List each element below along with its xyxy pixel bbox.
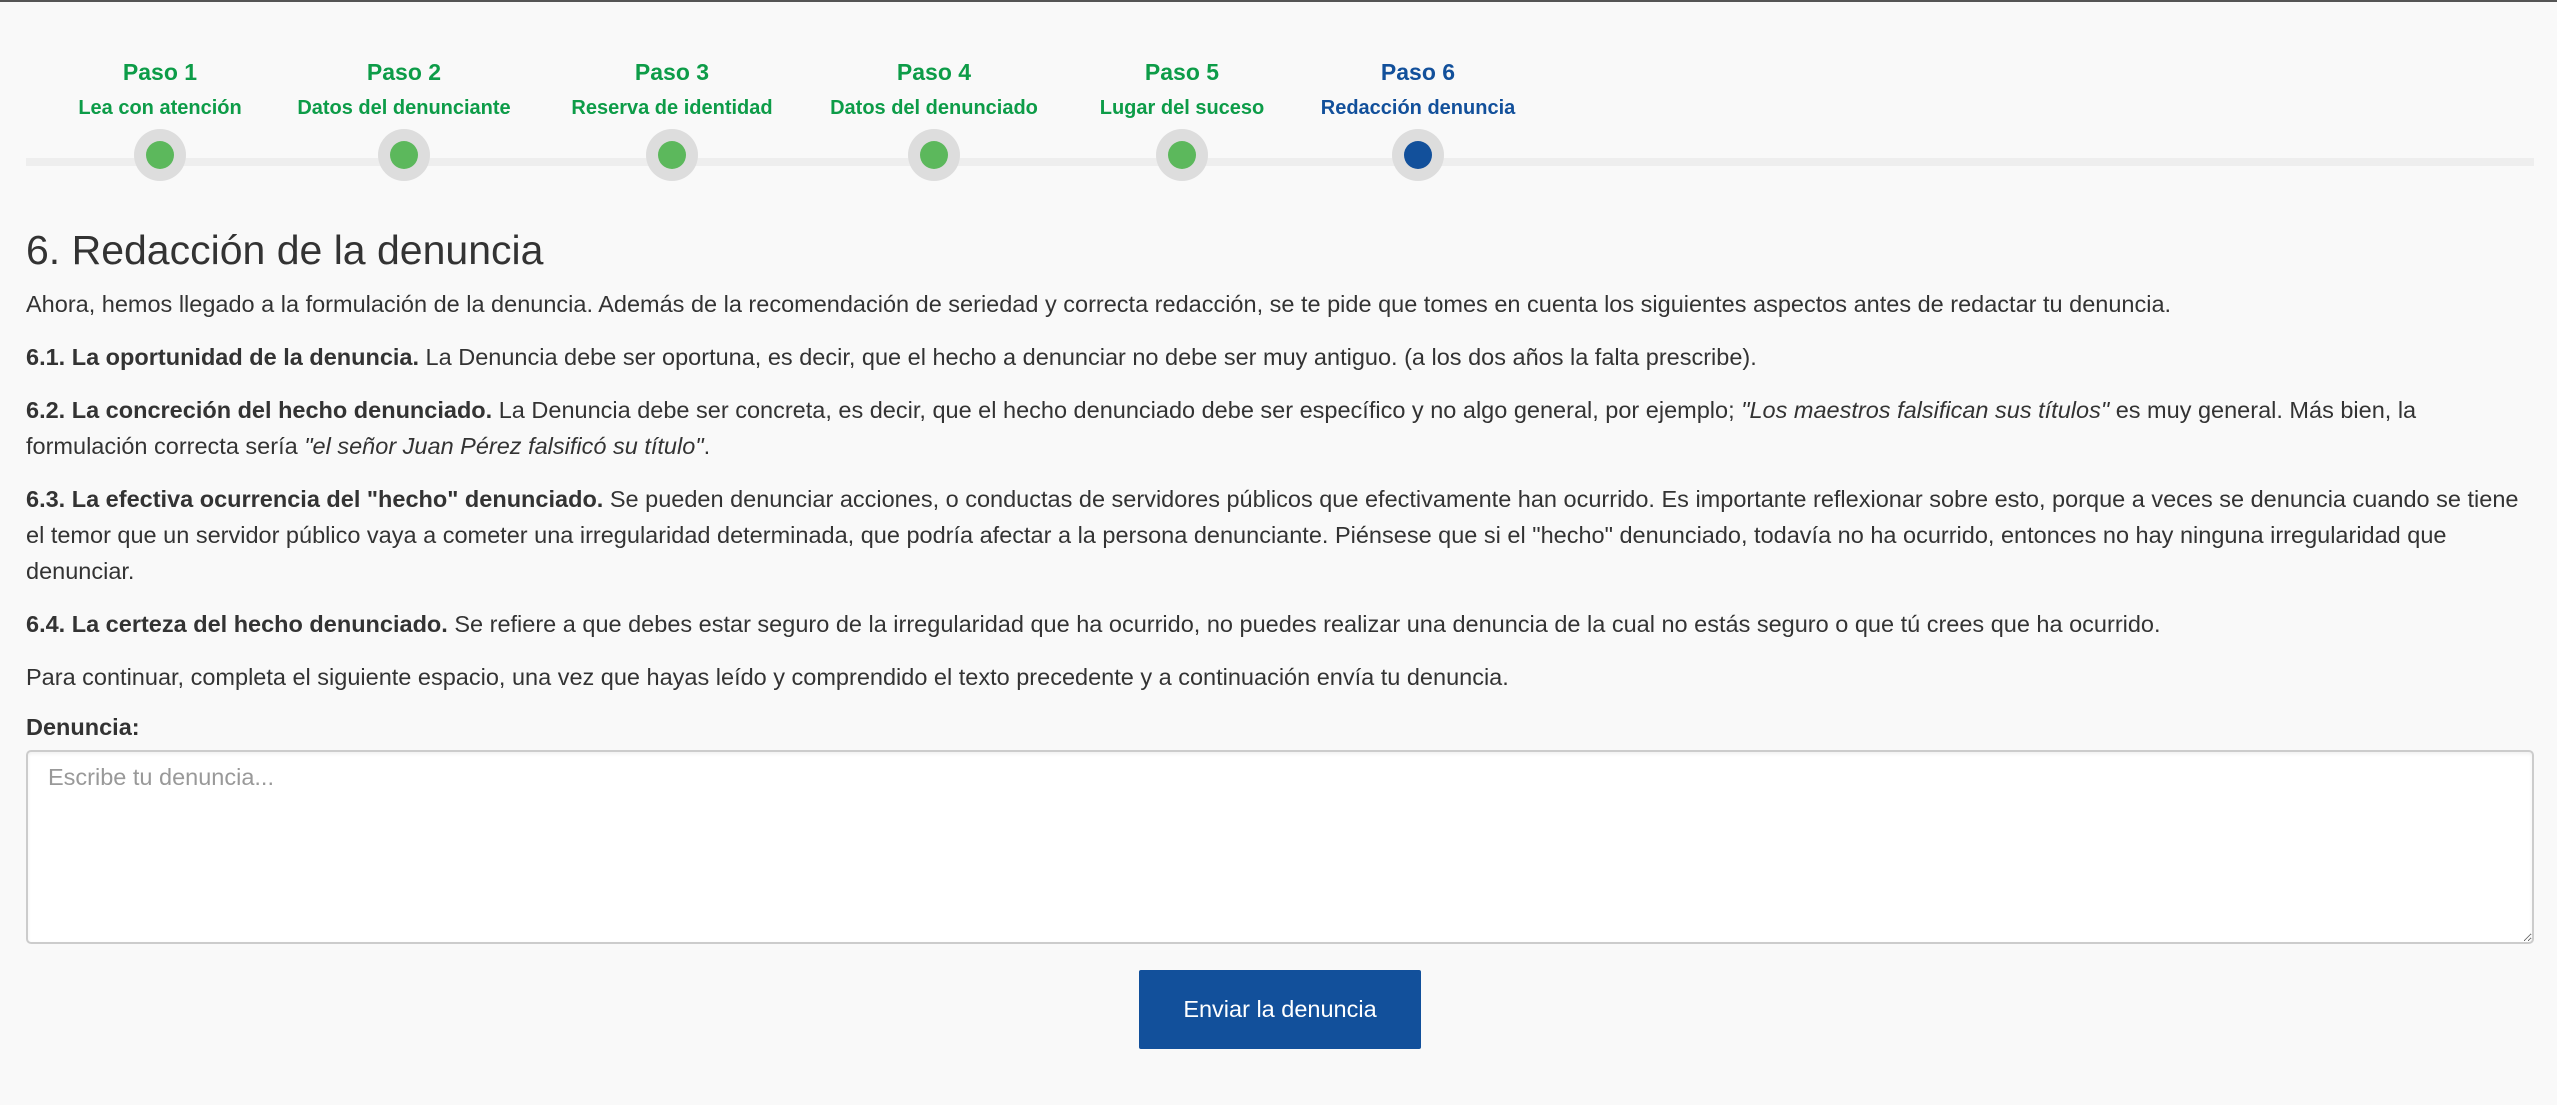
step-title: Paso 5: [1144, 59, 1220, 85]
step-indicator: [646, 129, 698, 181]
section-heading: 6.2. La concreción del hecho denunciado.: [26, 397, 493, 423]
section-6-1: [26, 339, 2534, 375]
section-6-2: [26, 392, 2534, 464]
step-indicator: [134, 129, 186, 181]
submit-wrapper: [26, 970, 2534, 1049]
step-indicator: [1392, 129, 1444, 181]
denuncia-textarea[interactable]: [26, 750, 2534, 944]
step-title: Paso 4: [896, 59, 972, 85]
step-subtitle: Datos del denunciante: [297, 97, 511, 119]
step-indicator: [908, 129, 960, 181]
section-heading: 6.1. La oportunidad de la denuncia.: [26, 344, 420, 370]
section-6-3: [26, 481, 2534, 589]
step-complete-dot: [1168, 141, 1196, 169]
step-indicator: [1156, 129, 1208, 181]
step-indicator: [378, 129, 430, 181]
step-title: Paso 1: [122, 59, 198, 85]
step-subtitle: Reserva de identidad: [571, 97, 773, 119]
intro-paragraph: Ahora, hemos llegado a la formulación de la denuncia. Además de la recomendación de seriedad y correcta redacción, se te pide que tomes en cuenta los siguientes aspectos antes de redactar tu denuncia.: [26, 291, 2172, 317]
step-complete-dot: [146, 141, 174, 169]
denuncia-label: Denuncia:: [26, 714, 140, 740]
section-text: La Denuncia debe ser oportuna, es decir, que el hecho a denunciar no debe ser muy antiguo. (a los dos años la falta prescribe).: [419, 344, 1757, 370]
section-text: La Denuncia debe ser concreta, es decir, que el hecho denunciado debe ser específico y no algo general, por ejemplo;: [492, 397, 1742, 423]
step-complete-dot: [920, 141, 948, 169]
example-quote: "el señor Juan Pérez falsificó su título": [304, 433, 704, 459]
section-heading: 6.4. La certeza del hecho denunciado.: [26, 611, 448, 637]
step-subtitle: Redacción denuncia: [1320, 97, 1516, 119]
step-complete-dot: [658, 141, 686, 169]
step-title: Paso 2: [366, 59, 442, 85]
section-text: .: [703, 433, 711, 459]
section-text: es muy general. Más bien, la formulación correcta sería: [26, 397, 2417, 459]
step-title: Paso 6: [1380, 59, 1456, 85]
send-complaint-button[interactable]: Enviar la denuncia: [1139, 970, 1421, 1049]
wizard-stepper: [26, 2, 2534, 192]
closing-paragraph: Para continuar, completa el siguiente espacio, una vez que hayas leído y comprendido el texto precedente y a continuación envía tu denuncia.: [26, 664, 1509, 690]
section-6-4: [26, 606, 2534, 642]
step-subtitle: Lugar del suceso: [1099, 97, 1265, 119]
example-quote: "Los maestros falsifican sus títulos": [1741, 397, 2110, 423]
page-title: 6. Redacción de la denuncia: [26, 227, 544, 273]
step-subtitle: Datos del denunciado: [830, 97, 1038, 119]
step-subtitle: Lea con atención: [78, 97, 242, 119]
main-content: [26, 224, 2534, 1049]
step-title: Paso 3: [634, 59, 710, 85]
step-complete-dot: [390, 141, 418, 169]
section-heading: 6.3. La efectiva ocurrencia del "hecho" denunciado.: [26, 486, 604, 512]
section-text: Se pueden denunciar acciones, o conductas de servidores públicos que efectivamente han ocurrido. Es importante reflexionar sobre esto, porque a veces se denuncia cuando se tiene el temor que un servidor público vaya a cometer una irregularidad determinada, que podría afectar a la persona denunciante. Piénsese que si el "hecho" denunciado, todavía no ha ocurrido, entonces no hay ninguna irregularidad que denunciar.: [26, 486, 2519, 584]
step-active-dot: [1404, 141, 1432, 169]
section-text: Se refiere a que debes estar seguro de la irregularidad que ha ocurrido, no puedes realizar una denuncia de la cual no estás seguro o que tú crees que ha ocurrido.: [447, 611, 2161, 637]
